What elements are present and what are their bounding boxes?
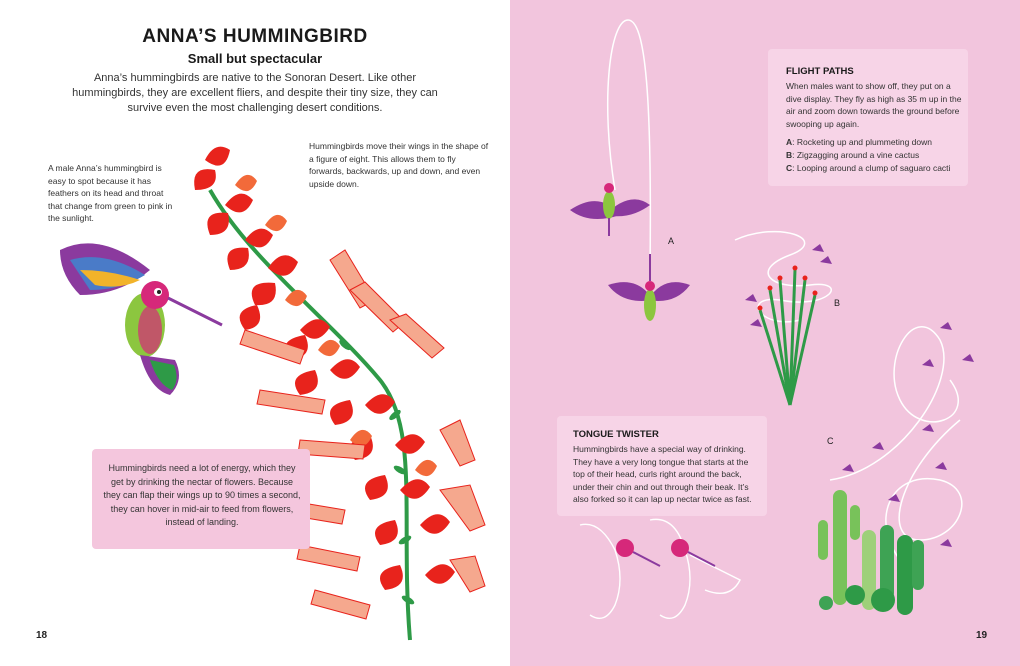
tongue-sketches — [580, 519, 740, 618]
label-c: C — [827, 436, 834, 446]
energy-info-text: Hummingbirds need a lot of energy, which they get by drinking the nectar of flowers. Because they can flap their wings up to 90 times a second, they can hover in mid-air to feed from flowers, instead of landing. — [103, 463, 301, 527]
hummingbird-a-top — [570, 183, 650, 236]
label-b: B — [834, 298, 841, 308]
flight-path-c — [830, 327, 962, 560]
legend-item-b: B: Zigzagging around a vine cactus — [786, 150, 920, 160]
legend-item-a: A: Rocketing up and plummeting down — [786, 137, 933, 147]
page-subtitle: Small but spectacular — [187, 51, 323, 66]
tongue-heads — [616, 539, 715, 566]
page-title: ANNA’S HUMMINGBIRD — [142, 26, 368, 47]
vine-cactus — [760, 270, 815, 405]
flight-path-a — [608, 20, 651, 270]
saguaro-cacti — [818, 490, 924, 615]
page-number-left: 18 — [36, 630, 48, 641]
vine-cactus-flowers — [758, 266, 818, 311]
male-hummingbird-note: A male Anna’s hummingbird is easy to spot because it has feathers on its head and throat that change from green to pink in the sunlight. — [48, 163, 173, 223]
tongue-twister-text: Hummingbirds have a special way of drinking. They have a very long tongue that starts at the top of their head, curls right around the back, under their chin and out through their beak. It’s also forked so it can lap up nectar twice as fast. — [573, 444, 752, 504]
intro-paragraph: Anna’s hummingbirds are native to the Sonoran Desert. Like other hummingbirds, they are excellent fliers, and despite their tiny size, they can survive even the most challenging desert conditions. — [72, 72, 438, 114]
flight-paths-text: When males want to show off, they put on a dive display. They fly as high as 35 m up in the air and zoom down towards the ground before swooping up again. — [786, 81, 962, 129]
legend-item-c: C: Looping around a clump of saguaro cacti — [786, 163, 951, 173]
page-number-right: 19 — [976, 630, 988, 641]
hummingbird-a-bottom — [608, 254, 690, 321]
flight-paths-heading: FLIGHT PATHS — [786, 66, 854, 77]
tongue-twister-heading: TONGUE TWISTER — [573, 429, 659, 440]
wings-note: Hummingbirds move their wings in the shape of a figure of eight. This allows them to fly forwards, backwards, up and down, and even upside down. — [309, 141, 489, 189]
label-a: A — [668, 236, 675, 246]
